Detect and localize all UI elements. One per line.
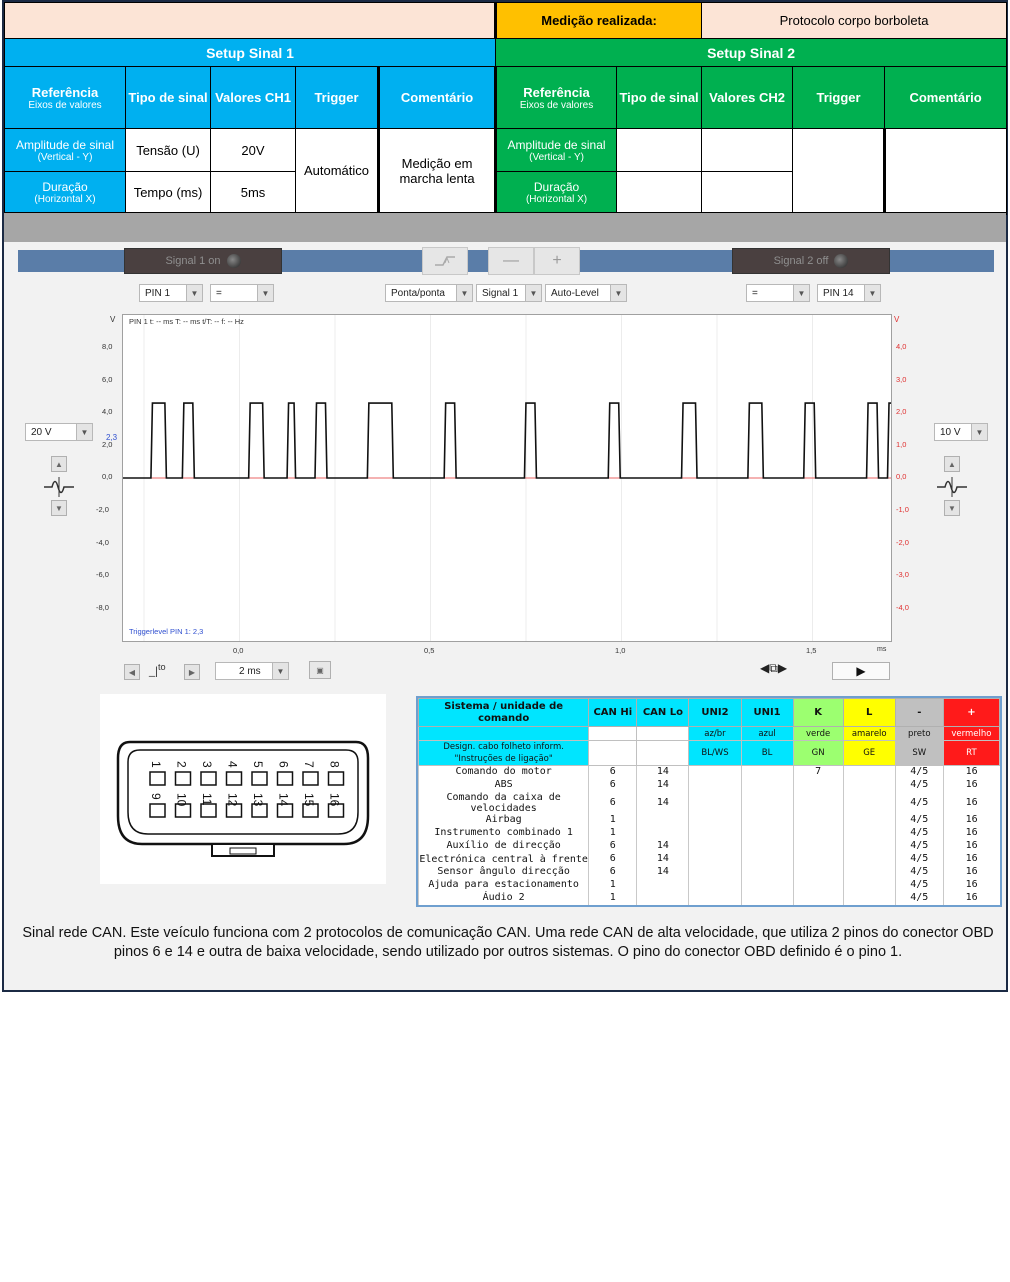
table-cell: 16 bbox=[943, 766, 999, 779]
table-cell: BL bbox=[741, 741, 793, 766]
table-cell: 4/5 bbox=[895, 853, 943, 866]
x-tick-label: 1,0 bbox=[615, 646, 626, 655]
table-cell: Airbag bbox=[419, 814, 589, 827]
measure-mode-select[interactable]: Ponta/ponta ▼ bbox=[385, 284, 473, 302]
scroll-left-button[interactable]: ◀ bbox=[124, 664, 140, 680]
table-cell: 14 bbox=[637, 866, 689, 879]
connector-pin bbox=[201, 804, 216, 817]
separator-band bbox=[4, 213, 1006, 242]
connector-pin-number: 16 bbox=[327, 793, 342, 807]
description-text: Sinal rede CAN. Este veículo funciona com 2 protocolos de comunicação CAN. Uma rede CAN de alta velocidade, que utiliza 2 pinos do conector OBD pinos 6 e 14 e outra de baixa velocidade, sendo utilizado por outros sistemas. O pino do conector OBD definido é o pino 1. bbox=[22, 925, 994, 960]
right-tick-label: 0,0 bbox=[896, 472, 907, 482]
table-cell bbox=[741, 879, 793, 892]
reference-section bbox=[4, 688, 1006, 990]
table-cell: 1 bbox=[589, 892, 637, 905]
th-l: L bbox=[843, 699, 895, 727]
left-tick-label: -2,0 bbox=[96, 505, 109, 514]
table-cell: ABS bbox=[419, 779, 589, 792]
ch2-duration-label: Duração (Horizontal X) bbox=[496, 172, 617, 214]
table-cell bbox=[843, 892, 895, 905]
x-tick-label: 0,0 bbox=[233, 646, 244, 655]
floppy-disk-icon: ▣ bbox=[316, 665, 324, 675]
table-cell: 6 bbox=[589, 840, 637, 853]
left-tick-label: 4,0 bbox=[102, 407, 113, 417]
wire-code-row bbox=[419, 741, 1000, 766]
right-scale-up-button[interactable]: ▲ bbox=[944, 456, 960, 472]
obd-connector-diagram bbox=[100, 694, 386, 884]
right-signal-wave-icon bbox=[935, 474, 969, 500]
table-cell: 16 bbox=[943, 827, 999, 840]
table-cell: 14 bbox=[637, 792, 689, 814]
table-cell: 16 bbox=[943, 814, 999, 827]
x-tick-label: 1,5 bbox=[806, 646, 817, 655]
table-row bbox=[419, 792, 1000, 814]
connector-pin bbox=[329, 772, 344, 785]
ch1-amplitude-type: Tensão (U) bbox=[126, 129, 211, 172]
zoom-out-button[interactable]: — bbox=[488, 247, 534, 275]
table-cell: 16 bbox=[943, 879, 999, 892]
th-minus: - bbox=[895, 699, 943, 727]
prev-icon: ◀ bbox=[760, 661, 770, 675]
ch2-reference-header: Referência Eixos de valores bbox=[496, 67, 617, 129]
left-tick-label: 2,0 bbox=[102, 439, 113, 449]
left-tick-label: 0,0 bbox=[102, 472, 113, 482]
oscilloscope-panel bbox=[4, 242, 1006, 688]
connector-pin-number: 12 bbox=[225, 793, 240, 807]
connector-pin bbox=[150, 772, 165, 785]
table-cell: 4/5 bbox=[895, 892, 943, 905]
ch1-signal-type-header: Tipo de sinal bbox=[126, 67, 211, 129]
next-icon: ▶ bbox=[777, 661, 788, 675]
table-cell bbox=[843, 840, 895, 853]
table-cell bbox=[793, 827, 843, 840]
left-tick-label: -6,0 bbox=[96, 570, 109, 580]
ch2-values-header: Valores CH2 bbox=[702, 67, 793, 129]
table-cell: 4/5 bbox=[895, 814, 943, 827]
right-tick-label: -1,0 bbox=[896, 505, 909, 514]
table-cell bbox=[843, 827, 895, 840]
save-button[interactable] bbox=[309, 661, 331, 679]
connector-pin bbox=[252, 772, 267, 785]
measurement-value: Protocolo corpo borboleta bbox=[702, 3, 1007, 39]
connector-pin-number: 2 bbox=[174, 761, 189, 768]
table-cell bbox=[637, 741, 689, 766]
table-cell: 6 bbox=[589, 766, 637, 779]
table-cell bbox=[741, 814, 793, 827]
table-cell bbox=[741, 853, 793, 866]
table-cell bbox=[793, 866, 843, 879]
ch2-trigger-header: Trigger bbox=[793, 67, 885, 129]
table-cell bbox=[689, 766, 741, 779]
table-cell: preto bbox=[895, 727, 943, 741]
signal-source-select[interactable]: Signal 1 ▼ bbox=[476, 284, 542, 302]
right-tick-label: 1,0 bbox=[896, 439, 907, 449]
table-cell bbox=[689, 827, 741, 840]
table-cell bbox=[793, 779, 843, 792]
connector-pin bbox=[201, 772, 216, 785]
table-cell: 6 bbox=[589, 779, 637, 792]
table-row bbox=[419, 892, 1000, 905]
table-cell: 4/5 bbox=[895, 840, 943, 853]
table-cell: Electrónica central à frente bbox=[419, 853, 588, 865]
ch2-trigger-value bbox=[793, 129, 885, 214]
table-cell: 14 bbox=[637, 853, 689, 866]
connector-pin-number: 3 bbox=[200, 761, 214, 768]
x-tick-label: 0,5 bbox=[424, 646, 435, 655]
connector-pin-number: 15 bbox=[302, 793, 316, 807]
table-row bbox=[419, 879, 1000, 892]
table-row bbox=[419, 840, 1000, 853]
table-row bbox=[419, 866, 1000, 879]
connector-pin-number: 11 bbox=[200, 793, 214, 806]
pin14-select[interactable]: PIN 14 ▼ bbox=[817, 284, 881, 302]
cursor-icon: ⧉ bbox=[769, 661, 778, 675]
table-row bbox=[419, 827, 1000, 840]
table-cell bbox=[637, 727, 689, 741]
table-cell: 4/5 bbox=[895, 779, 943, 792]
play-button[interactable] bbox=[832, 662, 890, 680]
left-range-select[interactable]: 20 V ▼ bbox=[25, 423, 93, 441]
ch1-reference-header: Referência Eixos de valores bbox=[5, 67, 126, 129]
trigger-level-label: Triggerlevel PIN 1: 2,3 bbox=[129, 627, 204, 636]
th-system: Sistema / unidade de comando bbox=[419, 699, 589, 727]
ch2-comment-value bbox=[885, 129, 1007, 214]
ch2-duration-value bbox=[702, 172, 793, 214]
table-cell bbox=[741, 840, 793, 853]
eq2-select[interactable]: = ▼ bbox=[746, 284, 810, 302]
table-cell: Auxílio de direcção bbox=[419, 840, 589, 853]
table-cell bbox=[689, 814, 741, 827]
table-cell: 4/5 bbox=[895, 879, 943, 892]
table-cell: 7 bbox=[793, 766, 843, 779]
table-cell bbox=[689, 792, 741, 814]
x-unit-label: ms bbox=[877, 646, 887, 653]
trigger-edge-icon bbox=[433, 254, 457, 268]
table-cell: 1 bbox=[589, 827, 637, 840]
connector-pin bbox=[303, 772, 318, 785]
connector-pin-number: 4 bbox=[225, 761, 240, 768]
table-cell: SW bbox=[895, 741, 943, 766]
table-cell: GE bbox=[843, 741, 895, 766]
signal-1-trace bbox=[123, 403, 891, 478]
setup-table bbox=[4, 2, 1007, 215]
t0-icon: _| bbox=[149, 665, 158, 678]
chevron-down-icon: ▼ bbox=[971, 424, 987, 440]
wire-color-row bbox=[419, 727, 1000, 741]
table-cell: 16 bbox=[943, 892, 999, 905]
table-cell bbox=[741, 892, 793, 905]
scope-plot-area[interactable] bbox=[122, 314, 892, 642]
table-cell bbox=[689, 853, 741, 866]
table-cell: 6 bbox=[589, 792, 637, 814]
table-cell: vermelho bbox=[943, 727, 999, 741]
table-cell: 16 bbox=[943, 840, 999, 853]
chevron-down-icon: ▼ bbox=[272, 663, 288, 679]
connector-pin bbox=[278, 772, 293, 785]
signal1-toggle-button[interactable]: Signal 1 on bbox=[124, 248, 282, 274]
measurement-label: Medição realizada: bbox=[496, 3, 702, 39]
table-cell bbox=[419, 727, 589, 741]
chevron-down-icon: ▼ bbox=[793, 285, 809, 301]
auto-level-select[interactable]: Auto-Level ▼ bbox=[545, 284, 627, 302]
table-cell: 16 bbox=[943, 779, 999, 792]
ch1-amplitude-label: Amplitude de sinal (Vertical - Y) bbox=[5, 129, 126, 172]
table-cell: 4/5 bbox=[895, 827, 943, 840]
connector-pin-number: 14 bbox=[276, 793, 291, 807]
waveform-svg bbox=[123, 315, 891, 641]
t0-marker-button[interactable]: $\_|^{to}$ bbox=[149, 662, 166, 678]
table-row bbox=[419, 814, 1000, 827]
table-cell: Instrumento combinado 1 bbox=[419, 827, 589, 840]
table-cell bbox=[741, 792, 793, 814]
table-cell: Comando do motor bbox=[419, 766, 589, 779]
pin1-select[interactable]: PIN 1 ▼ bbox=[139, 284, 203, 302]
connector-pin-number: 9 bbox=[149, 793, 163, 800]
can-wiring-table bbox=[416, 696, 1002, 907]
table-cell: Sensor ângulo direcção bbox=[419, 866, 589, 879]
chevron-down-icon: ▼ bbox=[76, 424, 92, 440]
table-row bbox=[419, 853, 1000, 866]
table-cell bbox=[843, 866, 895, 879]
ch1-comment-value: Medição em marcha lenta bbox=[379, 129, 496, 214]
right-unit-label: V bbox=[894, 315, 900, 324]
ch1-duration-label: Duração (Horizontal X) bbox=[5, 172, 126, 214]
left-tick-label: -8,0 bbox=[96, 602, 109, 612]
timebase-select[interactable]: 2 ms ▼ bbox=[215, 662, 289, 680]
measurement-info-line: PIN 1 t: -- ms T: -- ms t/T: -- f: -- Hz bbox=[129, 317, 244, 326]
table-cell bbox=[741, 866, 793, 879]
table-cell: azul bbox=[741, 727, 793, 741]
right-tick-label: 4,0 bbox=[896, 342, 907, 351]
eq1-select[interactable]: = ▼ bbox=[210, 284, 274, 302]
table-cell bbox=[843, 879, 895, 892]
chevron-down-icon: ▼ bbox=[525, 285, 541, 301]
right-tick-label: -2,0 bbox=[896, 537, 909, 547]
header-empty-cell bbox=[5, 3, 496, 39]
table-cell bbox=[741, 827, 793, 840]
left-scale-down-button[interactable]: ▼ bbox=[51, 500, 67, 516]
chevron-down-icon: ▼ bbox=[456, 285, 472, 301]
connector-pin-number: 10 bbox=[174, 793, 189, 807]
ch2-amplitude-type bbox=[617, 129, 702, 172]
left-scale-up-button[interactable]: ▲ bbox=[51, 456, 67, 472]
ch2-amplitude-label: Amplitude de sinal (Vertical - Y) bbox=[496, 129, 617, 172]
table-cell: verde bbox=[793, 727, 843, 741]
signal2-led-icon bbox=[834, 254, 848, 268]
connector-pin bbox=[176, 772, 191, 785]
table-cell bbox=[637, 827, 689, 840]
ch1-duration-type: Tempo (ms) bbox=[126, 172, 211, 214]
trigger-level-marker: 2,3 bbox=[106, 433, 118, 442]
table-cell: 6 bbox=[589, 866, 637, 879]
table-cell: Áudio 2 bbox=[419, 892, 589, 905]
chevron-down-icon: ▼ bbox=[257, 285, 273, 301]
table-cell: 4/5 bbox=[895, 792, 943, 814]
table-cell bbox=[689, 892, 741, 905]
ch2-signal-type-header: Tipo de sinal bbox=[617, 67, 702, 129]
th-plus: + bbox=[943, 699, 999, 727]
table-cell: Comando da caixa de velocidades bbox=[419, 792, 589, 814]
chevron-down-icon: ▼ bbox=[186, 285, 202, 301]
table-cell bbox=[843, 792, 895, 814]
table-cell: 14 bbox=[637, 840, 689, 853]
table-cell: 16 bbox=[943, 792, 999, 814]
th-uni1: UNI1 bbox=[741, 699, 793, 727]
table-cell bbox=[637, 879, 689, 892]
table-cell bbox=[637, 892, 689, 905]
table-cell bbox=[843, 814, 895, 827]
right-range-select[interactable]: 10 V ▼ bbox=[934, 423, 988, 441]
left-signal-wave-icon bbox=[42, 474, 76, 500]
ch1-amplitude-value: 20V bbox=[211, 129, 296, 172]
table-cell bbox=[589, 727, 637, 741]
table-cell bbox=[843, 766, 895, 779]
connector-pin-number: 7 bbox=[302, 761, 316, 768]
table-cell bbox=[741, 766, 793, 779]
cursor-nav-controls[interactable] bbox=[760, 661, 787, 676]
connector-pin-number: 1 bbox=[149, 761, 163, 768]
table-row bbox=[419, 766, 1000, 779]
connector-pin-number: 8 bbox=[327, 761, 342, 768]
setup1-title: Setup Sinal 1 bbox=[5, 39, 496, 67]
table-cell: az/br bbox=[689, 727, 741, 741]
table-cell bbox=[843, 779, 895, 792]
ch1-trigger-header: Trigger bbox=[296, 67, 379, 129]
play-icon: ▶ bbox=[856, 664, 866, 678]
table-cell: 14 bbox=[637, 779, 689, 792]
table-cell: Ajuda para estacionamento bbox=[419, 879, 589, 892]
connector-pin-number: 5 bbox=[251, 761, 265, 768]
ch2-duration-type bbox=[617, 172, 702, 214]
table-cell: 4/5 bbox=[895, 766, 943, 779]
table-cell bbox=[689, 779, 741, 792]
connector-pin-number: 6 bbox=[276, 761, 291, 768]
signal2-toggle-button[interactable]: Signal 2 off bbox=[732, 248, 890, 274]
left-tick-label: -4,0 bbox=[96, 537, 109, 547]
right-tick-label: -4,0 bbox=[896, 602, 909, 612]
ch1-comment-header: Comentário bbox=[379, 67, 496, 129]
right-scale-down-button[interactable]: ▼ bbox=[944, 500, 960, 516]
connector-pin-number: 13 bbox=[251, 793, 265, 807]
chevron-down-icon: ▼ bbox=[610, 285, 626, 301]
table-row bbox=[419, 779, 1000, 792]
table-cell: 16 bbox=[943, 866, 999, 879]
left-tick-label: 8,0 bbox=[102, 342, 113, 351]
ch1-values-header: Valores CH1 bbox=[211, 67, 296, 129]
table-cell: 4/5 bbox=[895, 866, 943, 879]
table-cell: BL/WS bbox=[689, 741, 741, 766]
connector-pin bbox=[150, 804, 165, 817]
trigger-edge-button[interactable] bbox=[422, 247, 468, 275]
obd-connector-svg bbox=[100, 694, 386, 884]
ch2-amplitude-value bbox=[702, 129, 793, 172]
table-cell bbox=[793, 892, 843, 905]
connector-pin bbox=[227, 772, 242, 785]
zoom-in-button[interactable]: + bbox=[534, 247, 580, 275]
table-cell: Design. cabo folheto inform. "Instruções de ligação" bbox=[419, 741, 589, 766]
left-tick-label: 6,0 bbox=[102, 374, 113, 384]
table-cell bbox=[741, 779, 793, 792]
table-cell bbox=[793, 814, 843, 827]
table-cell: 6 bbox=[589, 853, 637, 866]
table-cell bbox=[689, 866, 741, 879]
right-tick-label: 2,0 bbox=[896, 407, 907, 417]
right-tick-label: 3,0 bbox=[896, 374, 907, 384]
scroll-right-button[interactable]: ▶ bbox=[184, 664, 200, 680]
left-unit-label: V bbox=[110, 315, 116, 324]
th-uni2: UNI2 bbox=[689, 699, 741, 727]
table-cell bbox=[793, 840, 843, 853]
table-cell bbox=[637, 814, 689, 827]
table-cell bbox=[589, 741, 637, 766]
right-tick-label: -3,0 bbox=[896, 570, 909, 580]
table-cell: 14 bbox=[637, 766, 689, 779]
table-cell bbox=[793, 792, 843, 814]
table-cell: 1 bbox=[589, 879, 637, 892]
table-cell bbox=[689, 879, 741, 892]
table-cell bbox=[793, 853, 843, 866]
table-cell: 1 bbox=[589, 814, 637, 827]
ch2-comment-header: Comentário bbox=[885, 67, 1007, 129]
setup2-title: Setup Sinal 2 bbox=[496, 39, 1007, 67]
th-k: K bbox=[793, 699, 843, 727]
table-cell bbox=[689, 840, 741, 853]
table-cell: GN bbox=[793, 741, 843, 766]
th-can-hi: CAN Hi bbox=[589, 699, 637, 727]
table-cell: 16 bbox=[943, 853, 999, 866]
table-cell: amarelo bbox=[843, 727, 895, 741]
th-can-lo: CAN Lo bbox=[637, 699, 689, 727]
table-cell: RT bbox=[943, 741, 999, 766]
ch1-duration-value: 5ms bbox=[211, 172, 296, 214]
ch1-trigger-value: Automático bbox=[296, 129, 379, 214]
table-cell bbox=[843, 853, 895, 866]
chevron-down-icon: ▼ bbox=[864, 285, 880, 301]
table-cell bbox=[793, 879, 843, 892]
signal1-led-icon bbox=[227, 254, 241, 268]
